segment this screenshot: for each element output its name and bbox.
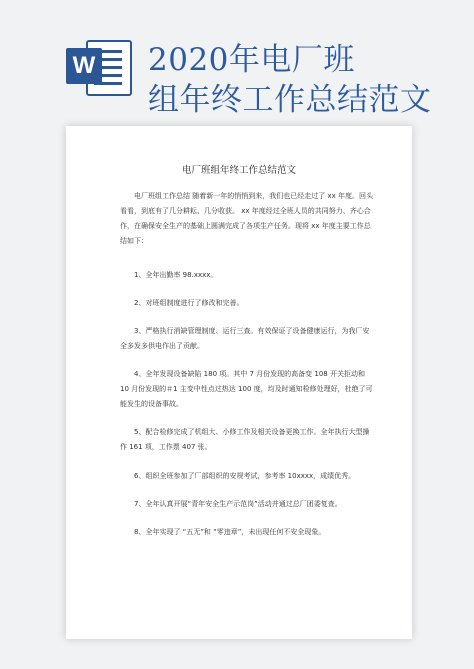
document-title: 电厂班组年终工作总结范文 <box>181 165 296 176</box>
word-icon <box>66 36 132 96</box>
document-page <box>66 126 412 639</box>
list-item: 5、配合检修完成了机组大、小修工作及相关设备更换工作。全年执行大型操作 161 项，工作票 407 张。 <box>120 428 370 451</box>
list-item: 7、全年认真开展“青年安全生产示范岗”活动并通过总厂团委复查。 <box>134 500 342 508</box>
list-item: 1、全年出勤率 98.xxxx。 <box>134 271 218 279</box>
list-item: 8、全年实现了 “五无”和 “零违章”，未出现任何不安全现象。 <box>134 528 326 536</box>
list-item: 2、对班组制度进行了修改和完善。 <box>134 299 244 307</box>
intro-paragraph: 电厂班组工作总结 随着新一年的悄悄到来，我们也已经走过了 xx 年度。回头看看，到底有了几分耕耘、几分收获。 xx 年度经过全班人员的共同努力、齐心合作，在确保安全生产的基础上圆满完成了各项生产任务。现将 xx 年度主要工作总结如下： <box>120 192 373 245</box>
banner-title-line-1: 2020年电厂班 <box>148 42 355 78</box>
banner-title-line-2: 组年终工作总结范文 <box>148 82 432 118</box>
banner <box>0 0 474 118</box>
list-item: 3、严格执行消缺管理制度、运行三查。有效保证了设备健康运行，为我厂安全多发多供电作出了贡献。 <box>120 327 370 350</box>
list-item: 6、组织全班参加了厂部组织的安规考试，参考率 10xxxx，成绩优秀。 <box>134 472 356 480</box>
list-item: 4、全年发现设备缺陷 180 项。其中 7 月份发现的高备变 108 开关拒动和 10 月份发现的＃1 主变中性点过热达 100 度，均及时通知检修处理好，杜绝了可能发生的设备事故。 <box>120 370 373 408</box>
word-badge: W <box>66 48 102 84</box>
watermark <box>83 246 93 260</box>
